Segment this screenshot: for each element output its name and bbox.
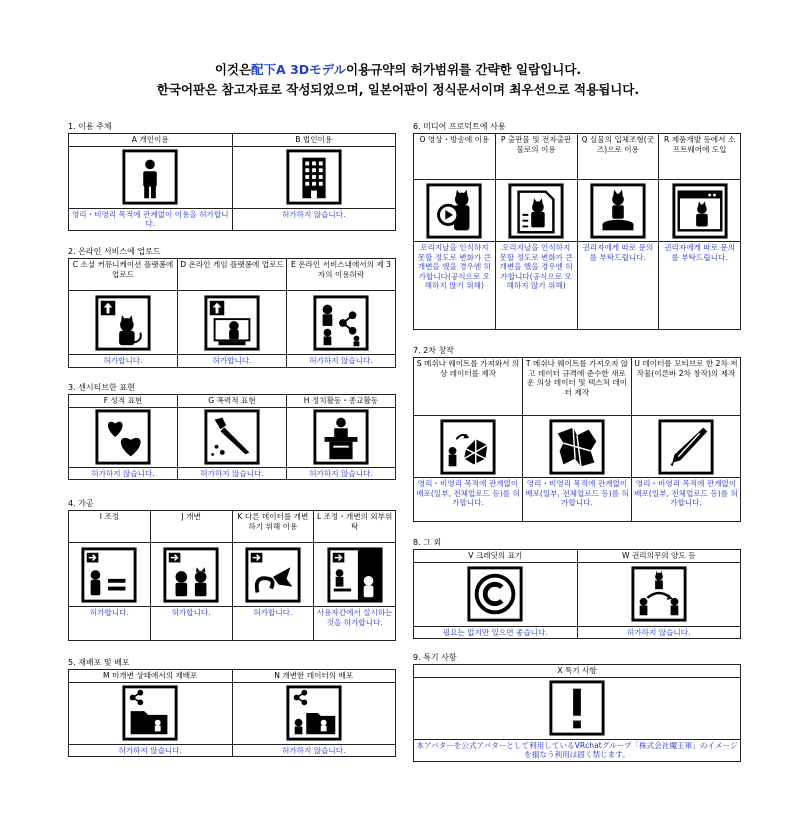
item-label: I 조정	[69, 511, 151, 543]
person-icon	[121, 148, 179, 206]
icon-cell	[414, 562, 578, 626]
upload-social-icon	[94, 294, 152, 352]
section-table	[68, 258, 396, 368]
section-table	[413, 133, 741, 330]
distribute-modified-icon	[285, 684, 343, 742]
header-line-2: 한국어판은 참고자료로 작성되었으며, 일본어판이 정식문서이며 최우선으로 적용됩니다.	[156, 82, 640, 97]
section-table	[413, 357, 741, 522]
item-label: L 조정・개변의 외부위탁	[314, 511, 396, 543]
permission-status: 허가합니다.	[69, 355, 178, 368]
upload-game-icon	[203, 294, 261, 352]
permission-status: 허가하지 않습니다.	[232, 744, 396, 757]
section-table	[413, 549, 741, 639]
section-table	[413, 664, 741, 762]
section-table	[68, 133, 396, 231]
item-label: A 개인이용	[69, 134, 233, 147]
exclamation-icon	[548, 679, 606, 737]
icon-cell	[69, 682, 233, 744]
item-label: S 메쉬나 웨이트를 가져와서 의상 데이터를 제작	[414, 358, 523, 416]
section-media-products	[413, 121, 741, 330]
icon-cell	[69, 543, 151, 607]
icon-cell	[232, 146, 396, 208]
section-special-notes	[413, 652, 741, 762]
adjust-icon	[80, 546, 138, 604]
building-icon	[285, 148, 343, 206]
permission-status: 허가합니다.	[69, 607, 151, 641]
section-table	[68, 394, 396, 480]
icon-cell	[577, 562, 741, 626]
section-sensitive	[68, 382, 396, 480]
redistribute-folder-icon	[121, 684, 179, 742]
hearts-icon	[94, 408, 152, 466]
section-title: 5. 재배포 및 배포	[68, 658, 130, 667]
icon-cell	[414, 180, 496, 242]
podium-icon	[312, 408, 370, 466]
item-label: H 정치활동・종교활동	[287, 395, 396, 408]
section-table	[68, 510, 396, 641]
section-title: 8. 그 외	[413, 538, 442, 547]
permission-status: 오리지날을 인식하지 못할 정도로 변화가 큰 개변을 했을 경우엔 허가합니다(공식으로 오해하지 않기 위해)	[414, 242, 496, 330]
item-label: M 미개변 상태에서의 재배포	[69, 670, 233, 683]
icon-cell	[659, 180, 741, 242]
permission-status: 권리자에게 따로 문의를 부탁드립니다.	[659, 242, 741, 330]
icon-cell	[314, 543, 396, 607]
new-clothing-icon	[548, 418, 606, 476]
permission-status: 오리지날을 인식하지 못할 정도로 변화가 큰 개변을 했을 경우엔 허가합니다(공식으로 오해하지 않기 위해)	[495, 242, 577, 330]
icon-cell	[414, 416, 523, 478]
section-title: 1. 이용 주체	[68, 122, 112, 131]
item-label: W 권리의무의 양도 등	[577, 550, 741, 563]
icon-cell	[287, 291, 396, 355]
software-icon	[671, 182, 729, 240]
header-text: 이것은	[214, 62, 252, 77]
permission-status: 허가하지 않습니다.	[69, 744, 233, 757]
section-online-upload	[68, 246, 396, 368]
permission-status: 허가합니다.	[150, 607, 232, 641]
permission-status: 사용자간에서 실시하는 것을 허가합니다.	[314, 607, 396, 641]
item-label: G 폭력적 표현	[178, 395, 287, 408]
icon-cell	[178, 407, 287, 467]
permission-status: 허가합니다.	[178, 355, 287, 368]
item-label: R 제품개발 등에서 소프트웨어에 도입	[659, 134, 741, 180]
permission-status: 허가하지 않습니다.	[178, 467, 287, 480]
item-label: Q 실물의 입체조형(굿즈)으로 이용	[577, 134, 659, 180]
permission-status: 영리・비영리 목적에 관계없이 배포(일부, 전체업로드 등)를 허가합니다.	[523, 478, 632, 522]
item-label: U 데이터를 모티브로 한 2차 저작물(이른바 2차 창작)의 제작	[632, 358, 741, 416]
item-label: E 온라인 서비스내에서의 제 3자의 이용허락	[287, 259, 396, 291]
section-title: 2. 온라인 서비스에 업로드	[68, 247, 161, 256]
icon-cell	[178, 291, 287, 355]
item-label: O 영상・방송에 이용	[414, 134, 496, 180]
item-label: F 성적 표현	[69, 395, 178, 408]
permission-status: 허가하지 않습니다.	[287, 355, 396, 368]
icon-cell	[287, 407, 396, 467]
transfer-rights-icon	[630, 565, 688, 623]
pen-icon	[657, 418, 715, 476]
icon-cell	[69, 407, 178, 467]
header-text: 이용규약의 허가범위를 간략한 일람입니다.	[346, 62, 582, 77]
item-label: D 온라인 게임 플랫폼에 업로드	[178, 259, 287, 291]
permission-status: 권리자에게 따로 문의를 부탁드립니다.	[577, 242, 659, 330]
copyright-icon	[466, 565, 524, 623]
permission-status: 허가하지 않습니다.	[69, 467, 178, 480]
permission-status: 영리・비영리 목적에 관계없이 이용을 허가합니다.	[69, 208, 233, 230]
icon-cell	[232, 543, 314, 607]
section-other	[413, 537, 741, 639]
outsource-icon	[326, 546, 384, 604]
section-title: 7. 2차 창작	[413, 346, 454, 355]
icon-cell	[632, 416, 741, 478]
permission-status: 필요는 없지만 있으면 좋습니다.	[414, 626, 578, 639]
section-title: 9. 특기 사항	[413, 653, 457, 662]
item-label: P 출판물 및 전자출판물로의 이용	[495, 134, 577, 180]
icon-cell	[523, 416, 632, 478]
section-title: 4. 가공	[68, 499, 94, 508]
figure-icon	[589, 182, 647, 240]
model-name: 配下A 3Dモデル	[251, 62, 347, 77]
item-label: T 메쉬나 웨이트를 가져오지 않고 데이터 규격에 준수한 새로운 의상 데이터 및 텍스처 데이터 제작	[523, 358, 632, 416]
permission-status: 허가하지 않습니다.	[232, 208, 396, 230]
page-header	[0, 60, 796, 100]
item-label: K 다른 데이터를 개변하기 위해 이용	[232, 511, 314, 543]
icon-cell	[69, 291, 178, 355]
item-label: J 개변	[150, 511, 232, 543]
icon-cell	[414, 677, 741, 739]
item-label: N 개변한 데이터의 배포	[232, 670, 396, 683]
item-label: V 크레딧의 표기	[414, 550, 578, 563]
section-redistribution	[68, 657, 396, 757]
icon-cell	[150, 543, 232, 607]
video-icon	[425, 182, 483, 240]
modify-icon	[162, 546, 220, 604]
icon-cell	[69, 146, 233, 208]
header-line-1	[0, 60, 796, 80]
section-title: 3. 센시티브한 표현	[68, 383, 135, 392]
share-third-party-icon	[312, 294, 370, 352]
section-processing	[68, 498, 396, 641]
icon-cell	[232, 682, 396, 744]
mesh-transfer-icon	[439, 418, 497, 476]
permission-status: 영리・비영리 목적에 관계없이 배포(일부, 전체업로드 등)를 허가합니다.	[632, 478, 741, 522]
permission-status: 本アバターを公式アバターとして利用しているVRchatグループ「株式会社魔王軍」のイメージを損なう利用は固く禁じます。	[414, 739, 741, 761]
permission-status: 영리・비영리 목적에 관계없이 배포(일부, 전체업로드 등)를 허가합니다.	[414, 478, 523, 522]
section-table	[68, 669, 396, 757]
icon-cell	[577, 180, 659, 242]
item-label: X 특기 사항	[414, 665, 741, 678]
knife-icon	[203, 408, 261, 466]
section-usage-subject	[68, 121, 396, 231]
section-title: 6. 미디어 프로덕트에 사용	[413, 122, 506, 131]
permission-status: 허가하지 않습니다.	[287, 467, 396, 480]
section-derivative-works	[413, 345, 741, 522]
item-label: B 법인이용	[232, 134, 396, 147]
permission-status: 허가합니다.	[232, 607, 314, 641]
use-for-other-icon	[244, 546, 302, 604]
permission-status: 허가하지 않습니다.	[577, 626, 741, 639]
item-label: C 소셜 커뮤니케이션 플랫폼에 업로드	[69, 259, 178, 291]
publication-icon	[507, 182, 565, 240]
icon-cell	[495, 180, 577, 242]
